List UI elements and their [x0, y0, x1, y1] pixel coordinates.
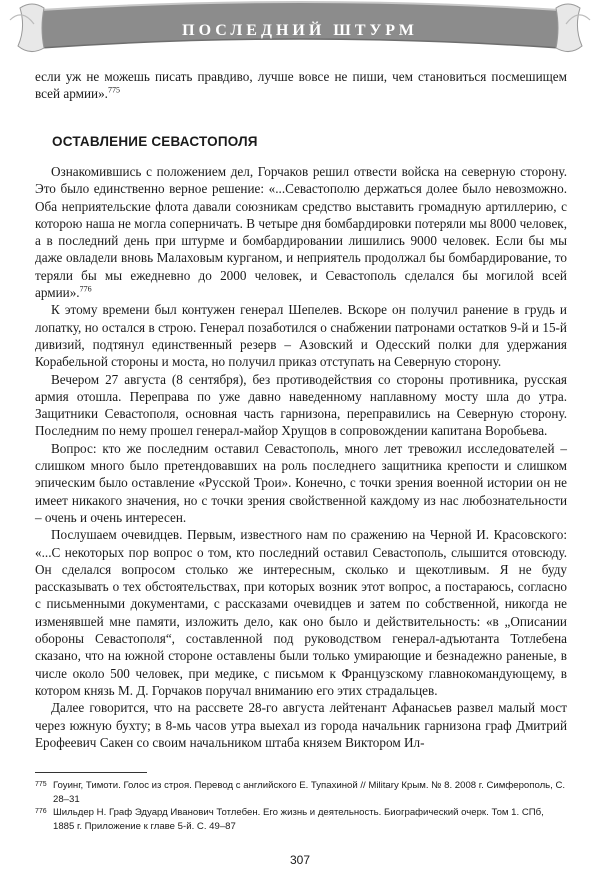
paragraph — [35, 163, 567, 301]
paragraph-text: Вечером 27 августа (8 сентября), без противодействия со стороны противника, русская армия отошла. Переправа по уже давно наведенному наплавному мосту шла до утра. Защитники Севастополя, основная часть гарнизона, переправились на Северную сторону. Последним по нему прошел генерал-майор Хрущов в сопровождении капитана Воробьева. — [35, 371, 567, 439]
paragraph — [35, 526, 567, 699]
paragraph — [35, 371, 567, 440]
footnote-ref[interactable]: 776 — [79, 284, 92, 294]
footnote-text: Шильдер Н. Граф Эдуард Иванович Тотлебен. Его жизнь и деятельность. Биографический очерк. Том 1. СПб, 1885 г. Приложение к главе 5-й. С. 49–87 — [53, 807, 544, 832]
footnote — [35, 779, 567, 806]
paragraph-text: Далее говорится, что на рассвете 28-го августа лейтенант Афанасьев развел малый мост через южную бухту; в 8-мь часов утра выехал из города начальник гарнизона граф Дмитрий Ерофеевич Сакен со своим начальником штаба князем Виктором Ил- — [35, 700, 567, 750]
paragraph-text: Ознакомившись с положением дел, Горчаков решил отвести войска на северную сторону. Это было единственно верное решение: «...Севастополю держаться долее было невозможно. Оба неприятельские флота давали союзникам средство выставить громадную артиллерию, с которою наша не могла соперничать. В четыре дня бомбардировки потеряли мы 8000 человек, а в последний день при штурме и бомбардировании лишились 9000 человек. Если бы мы даже овладели вновь Малаховым курганом, и неприятель продолжал бы бомбардирование, то теряли бы мы ежедневно до 2000 человек, и Севастополь сделался бы могилой всей армии». — [35, 164, 567, 301]
paragraph-text: Вопрос: кто же последним оставил Севастополь, много лет тревожил исследователей – слишком много было претендовавших на роль последнего защитника крепости и слишком эпическим было оставление «Русской Трои». Конечно, с точки зрения военной истории он не имеет никакого значения, но с точки зрения свойственной каждому из нас любознательности – очень и очень интересен. — [35, 440, 567, 525]
section-heading: ОСТАВЛЕНИЕ СЕВАСТОПОЛЯ — [52, 134, 258, 149]
page-number: 307 — [289, 853, 311, 867]
footnote-text: Гоуинг, Тимоти. Голос из строя. Перевод с английского Е. Тупахиной // Military Крым. № 8. 2008 г. Симферополь, С. 28–31 — [53, 780, 566, 805]
footnote — [35, 806, 567, 833]
paragraph-text: Послушаем очевидцев. Первым, известного нам по сражению на Черной И. Красовского: «...С некоторых пор вопрос о том, кто последний оставил Севастополь, слышится отовсюду. Он сделался вопросом столько же интересным, сколько и щекотливым. Я не буду рассказывать о тех обстоятельствах, при которых возник этот вопрос, а постараюсь, согласно с письменными документами, с рассказами очевидцев и затем по собственной, никогда не изменявшей мне памяти, изложить дело, как оно было и действительность: «в „Описании обороны Севастополя“, составленной под руководством генерал-адъютанта Тотлебена сказано, что на южной стороне оставлены были только умирающие и безнадежно раненые, в числе около 500 человек, при медике, с письмом к Французскому главнокомандующему, в котором князь М. Д. Горчаков поручал вниманию его этих страдальцев. — [35, 527, 567, 698]
footnote-divider — [35, 772, 147, 773]
paragraph — [35, 440, 567, 526]
intro-text: если уж не можешь писать правдиво, лучше вовсе не пиши, чем становиться посмешищем всей армии». — [35, 69, 567, 102]
footnote-ref[interactable]: 775 — [107, 85, 120, 95]
paragraph — [35, 301, 567, 370]
paragraph-text: К этому времени был контужен генерал Шепелев. Вскоре он получил ранение в грудь и лопатку, но остался в строю. Генерал позаботился о снабжении патронами остатков 9-й и 15-й дивизий, подтянул единственный резерв – Азовский и Одесский полки для удержания Корабельной стороны и моста, но получил приказ отступать на Северную сторону. — [35, 302, 567, 370]
footnotes — [35, 779, 567, 833]
chapter-banner — [0, 0, 600, 62]
intro-paragraph — [35, 68, 567, 103]
footnote-number: 776 — [35, 808, 47, 815]
paragraph — [35, 699, 567, 751]
body-text — [35, 163, 567, 751]
footnote-number: 775 — [35, 781, 47, 788]
banner-title: ПОСЛЕДНИЙ ШТУРМ — [182, 22, 418, 39]
